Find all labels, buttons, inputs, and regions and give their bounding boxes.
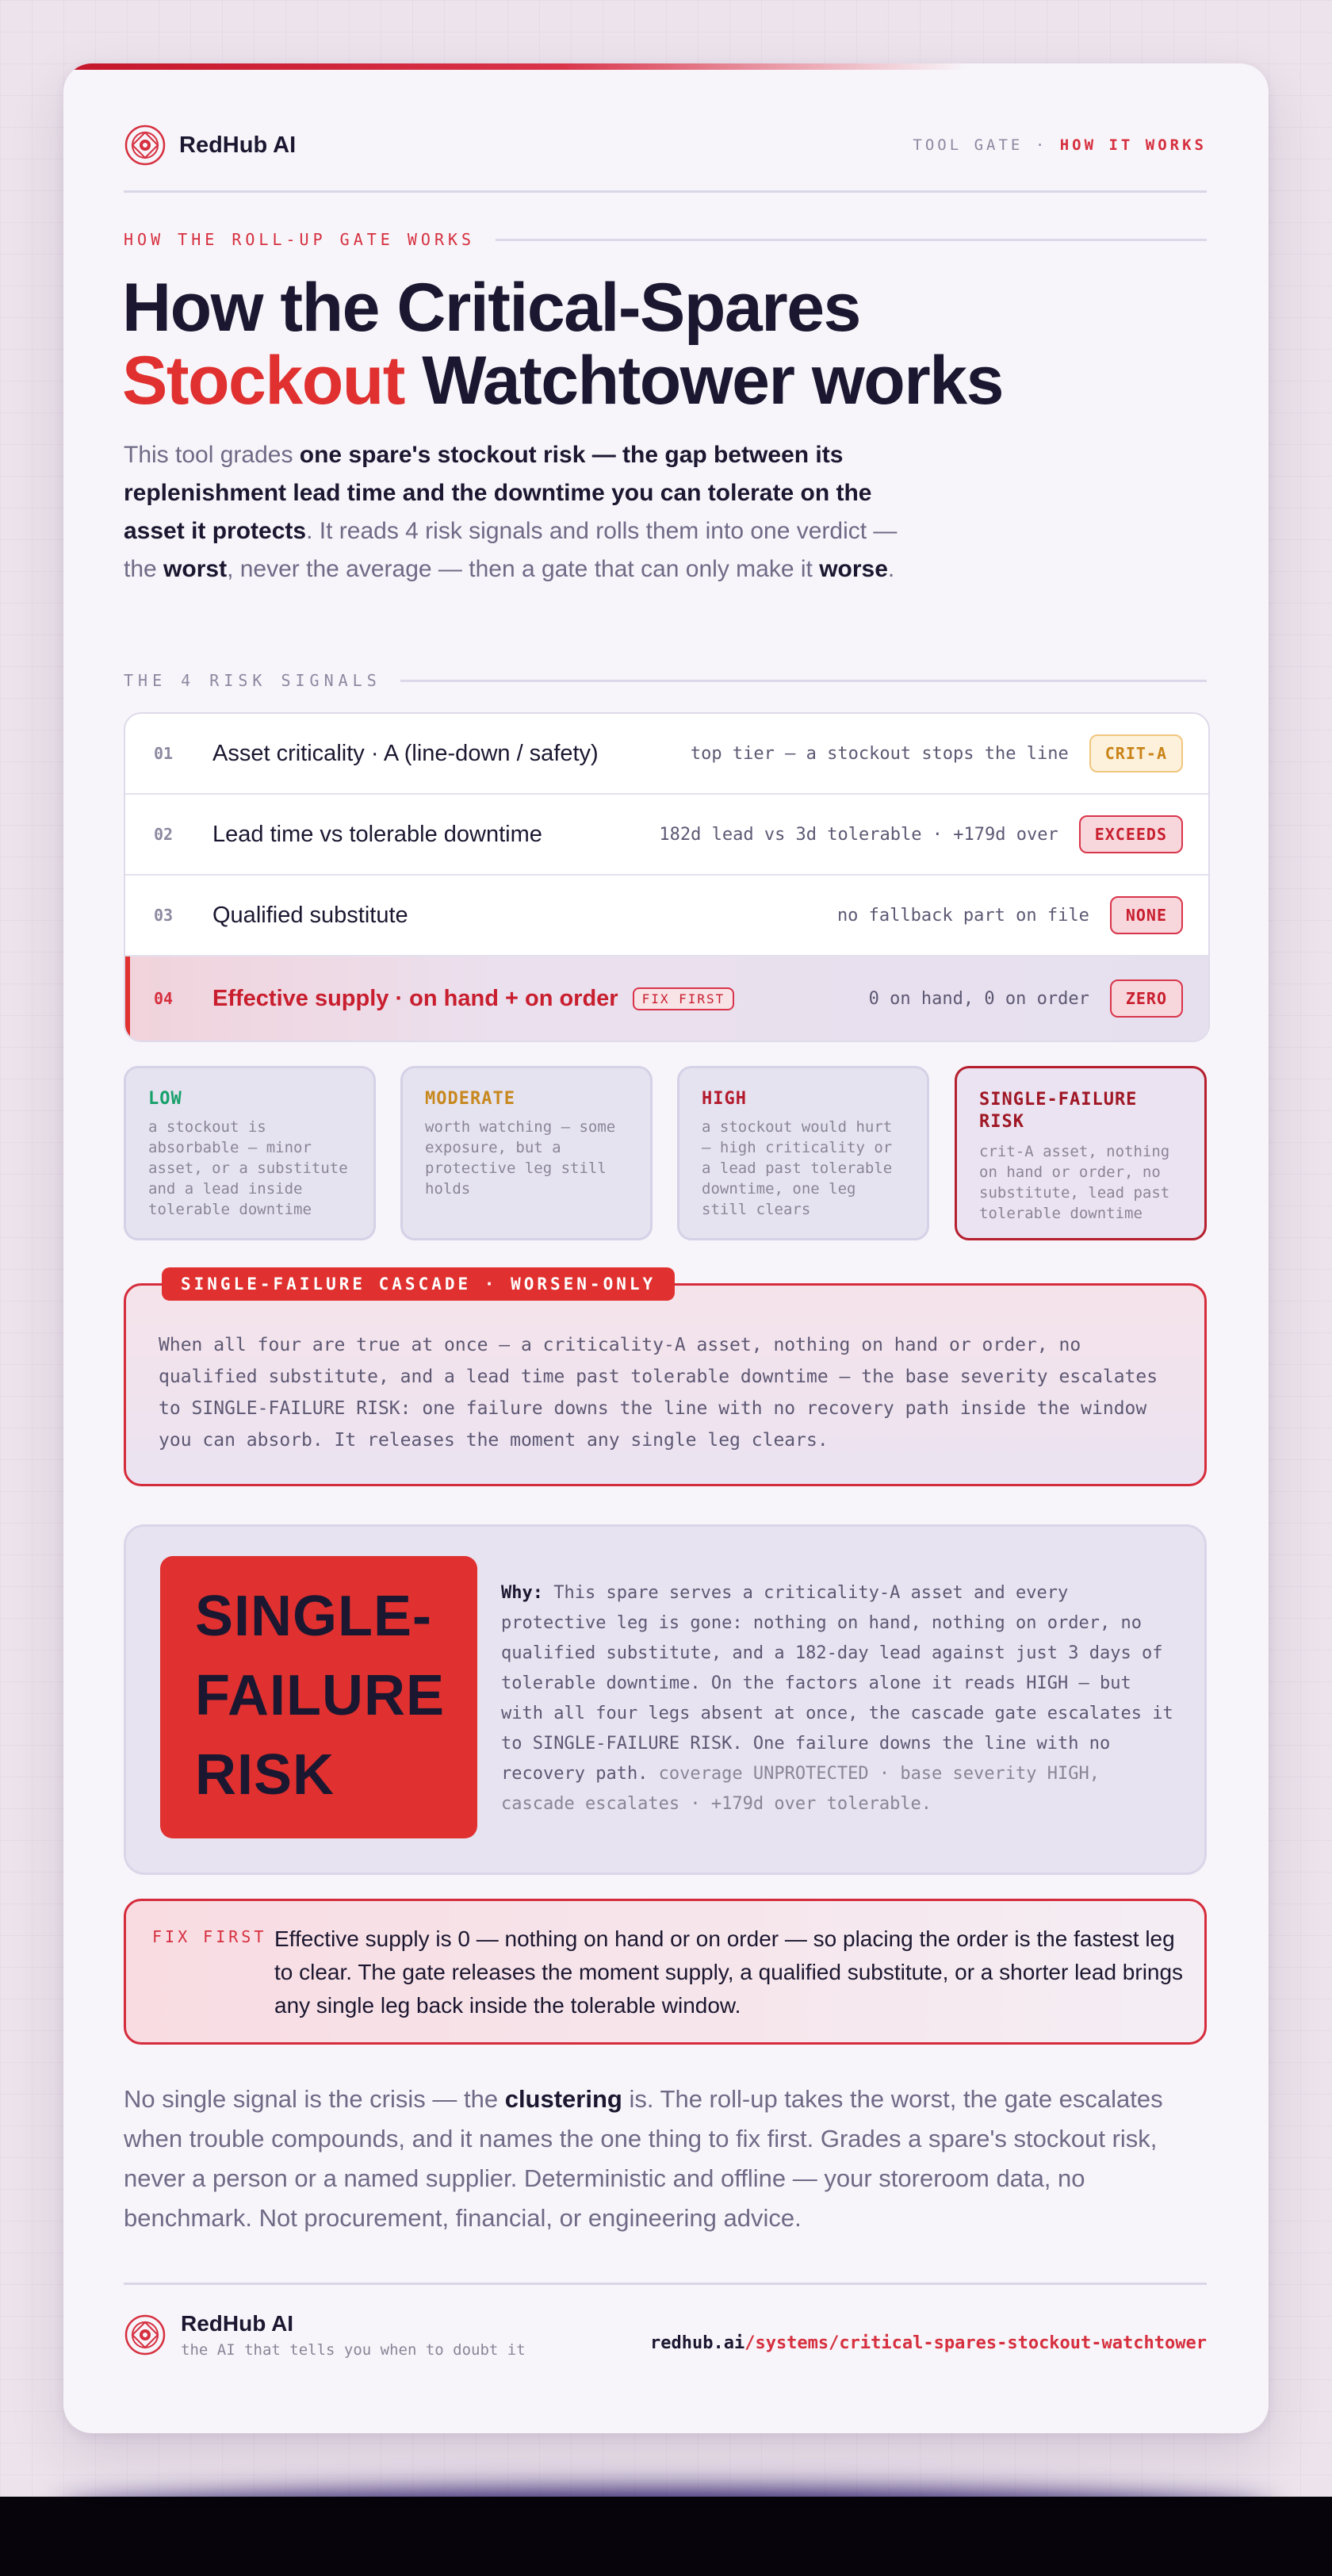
lede-text-4: . xyxy=(887,556,895,582)
signal-badge: EXCEEDS xyxy=(1079,815,1183,853)
fix-first-label: FIX FIRST xyxy=(152,1927,267,1946)
footer-domain: redhub.ai xyxy=(649,2333,745,2353)
signal-badge: CRIT-A xyxy=(1089,734,1183,772)
signal-row[interactable] xyxy=(125,876,1208,956)
top-nav xyxy=(913,136,1207,154)
tile-description: a stockout is absorbable — minor asset, or a substitute and a lead inside tolerable downtime xyxy=(148,1118,348,1218)
kicker-line xyxy=(496,239,1207,241)
lede-text-3: , never the average — then a gate that can only make it xyxy=(227,556,820,582)
title-rest: Watchtower works xyxy=(404,343,1003,419)
signal-badge: NONE xyxy=(1110,896,1183,934)
title-line-1: How the Critical-Spares xyxy=(122,270,860,346)
page-title xyxy=(122,271,1232,417)
kicker: HOW THE ROLL-UP GATE WORKS xyxy=(124,230,476,249)
signal-name: Asset criticality · A (line-down / safety) xyxy=(212,740,599,766)
footer-tagline: the AI that tells you when to doubt it xyxy=(181,2341,526,2359)
severity-tile-single-failure xyxy=(955,1066,1207,1240)
footer-brand[interactable] xyxy=(124,2311,526,2359)
severity-tile-low xyxy=(124,1066,376,1240)
signal-number: 03 xyxy=(154,906,174,925)
signal-detail: top tier — a stockout stops the line xyxy=(690,743,1069,764)
outro-bold: clustering xyxy=(504,2085,622,2113)
title-highlight: Stockout xyxy=(122,343,404,419)
signal-number: 01 xyxy=(154,744,174,763)
severity-tile-high xyxy=(677,1066,929,1240)
fix-first-tag: FIX FIRST xyxy=(633,987,735,1010)
signals-table xyxy=(124,712,1210,1042)
lede-text-1: This tool grades xyxy=(124,442,300,468)
footer-brand-text xyxy=(181,2311,526,2359)
closing-paragraph xyxy=(124,2080,1218,2238)
signal-row[interactable] xyxy=(125,714,1208,795)
why-text: This spare serves a criticality-A asset and every protective leg is gone: nothing on hand, nothing on order, no qualified substitute, and a 182-day lead against just 3 days of tolerable downtime. On the factors alone it reads HIGH — but with all four legs absent at once, the cascade gate escalates it to SINGLE-FAILURE RISK. One failure downs the line with no recovery path. xyxy=(501,1583,1173,1784)
verdict-explanation xyxy=(501,1578,1183,1819)
why-meta: coverage UNPROTECTED · base severity HIGH, cascade escalates · +179d over tolerable. xyxy=(501,1764,1100,1814)
nav-prefix[interactable]: TOOL GATE xyxy=(913,136,1024,154)
footer-divider xyxy=(124,2283,1207,2285)
rose-badge-icon xyxy=(124,2313,166,2356)
signal-row[interactable] xyxy=(125,795,1208,876)
signal-name: Lead time vs tolerable downtime xyxy=(212,821,542,847)
signal-name: Qualified substitute xyxy=(212,902,408,928)
nav-separator: · xyxy=(1035,136,1048,154)
outro-text-2: is. The roll-up takes the worst, the gate escalates when trouble compounds, and it names the one thing to fix first. Grades a spare's stockout risk, never a person or a named supplier. Deterministic and offline — your storeroom data, no benchmark. Not procurement, financial, or engineering advice. xyxy=(124,2085,1163,2232)
intro-paragraph xyxy=(124,436,917,588)
signal-detail: 0 on hand, 0 on order xyxy=(868,988,1089,1009)
outro-text-1: No single signal is the crisis — the xyxy=(124,2085,505,2113)
brand-name: RedHub AI xyxy=(179,132,297,158)
signal-number: 02 xyxy=(154,825,174,844)
bottom-band xyxy=(0,2497,1332,2576)
signals-label: THE 4 RISK SIGNALS xyxy=(124,671,381,690)
lede-bold-1: one spare's stockout risk — the gap between its replenishment lead time and the downtime you can tolerate on the asset it protects xyxy=(124,442,872,544)
cascade-tag: SINGLE-FAILURE CASCADE · WORSEN-ONLY xyxy=(162,1267,675,1301)
signals-section-header xyxy=(124,671,1207,690)
tile-description: crit-A asset, nothing on hand or order, no substitute, lead past tolerable downtime xyxy=(979,1143,1170,1222)
footer-brand-name: RedHub AI xyxy=(181,2311,294,2336)
verdict-word: SINGLE-FAILURE RISK xyxy=(195,1585,446,1807)
lede-bold-3: worse xyxy=(819,556,888,582)
lede-bold-2: worst xyxy=(163,556,228,582)
signal-number: 04 xyxy=(154,989,174,1008)
tile-title: MODERATE xyxy=(425,1089,515,1109)
why-label: Why: xyxy=(501,1583,543,1603)
kicker-row xyxy=(124,230,1207,249)
signals-line xyxy=(400,680,1207,682)
signal-badge: ZERO xyxy=(1110,979,1183,1018)
cascade-text: When all four are true at once — a criticality-A asset, nothing on hand or order, no qualified substitute, and a lead time past tolerable downtime — the base severity escalates to SINGLE-FAILURE RISK: one failure downs the line with no recovery path inside the window you can absorb. It releases the moment any single leg clears. xyxy=(159,1335,1158,1451)
main-card xyxy=(63,63,1269,2433)
tile-description: worth watching — some exposure, but a protective leg still holds xyxy=(425,1118,616,1198)
tile-title: HIGH xyxy=(702,1089,747,1109)
signal-row-highlighted[interactable] xyxy=(125,956,1208,1041)
signal-detail: 182d lead vs 3d tolerable · +179d over xyxy=(659,824,1058,845)
tile-title: SINGLE-FAILURE RISK xyxy=(979,1090,1138,1132)
fix-first-text: Effective supply is 0 — nothing on hand or on order — so placing the order is the fastest leg to clear. The gate releases the moment supply, a qualified substitute, or a shorter lead brings any single leg back inside the tolerable window. xyxy=(274,1926,1184,2018)
severity-tile-moderate xyxy=(400,1066,653,1240)
header-divider xyxy=(124,190,1207,193)
signal-name: Effective supply · on hand + on order xyxy=(212,985,618,1011)
rose-badge-icon xyxy=(124,124,166,167)
footer-path: /systems/critical-spares-stockout-watchtower xyxy=(744,2333,1207,2353)
top-accent-bar xyxy=(63,63,967,70)
tile-description: a stockout would hurt — high criticality or a lead past tolerable downtime, one leg still clears xyxy=(702,1118,893,1218)
tile-title: LOW xyxy=(148,1089,182,1109)
footer-url-link[interactable] xyxy=(650,2333,1207,2353)
signal-detail: no fallback part on file xyxy=(836,905,1089,926)
nav-active[interactable]: HOW IT WORKS xyxy=(1059,136,1207,154)
lede-text-2: . It reads 4 risk signals and rolls them into one verdict — the xyxy=(124,518,898,582)
header-brand[interactable] xyxy=(124,124,296,167)
